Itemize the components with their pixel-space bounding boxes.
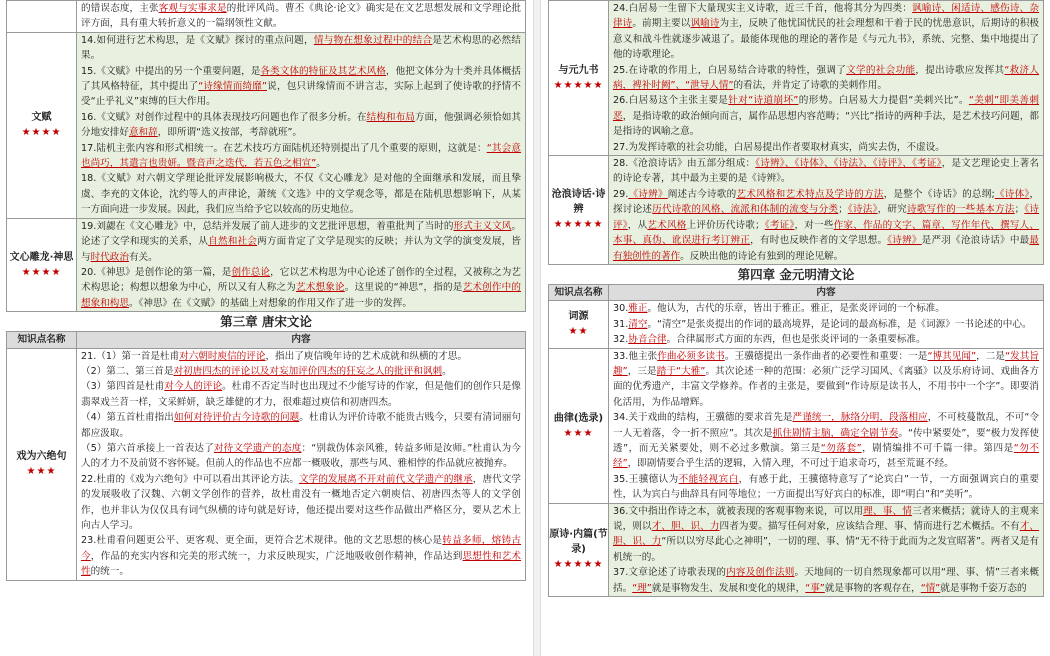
knowledge-point-cell [549,156,609,265]
key-point-highlight: “救济人病，裨补时阙”、“泄导人情” [613,64,1040,92]
paragraph-text: 。 [442,365,452,377]
paragraph-text: 。天地间的一切自然现象都可以用“理、事、情”三者来概括。 [613,567,1039,594]
key-point-highlight: 时代政治 [90,251,129,263]
key-point-highlight: 《诗辨》、《诗体》、《诗法》、《诗评》、《考证》 [755,158,942,170]
key-point-highlight: 《诗体》 [994,188,1030,200]
knowledge-point-title: 戏为六绝句 [16,451,67,463]
importance-stars: ★★★★ [21,127,62,139]
paragraph-text: ，有感于此，王骥德特意写了“论宾白”一节，一方面强调宾白的重要性，认为宾白与曲辞具有同等地位；一方面提出写好宾白的标准，即“明白”和“美听”。 [613,473,1039,501]
chapter4-title: 第四章 金元明清文论 [737,266,855,282]
paragraph-text: “所以以穷尽此心之神明”，一切的理、事、情“无不待于此而为之发宣昭著”。两者又是有机统一的。 [613,536,1039,563]
content-paragraph [613,332,1039,347]
knowledge-point-title: 文心雕龙·神思 [9,251,74,263]
content-paragraph [81,1,521,32]
page-gutter [533,0,541,656]
content-paragraph [613,410,1039,472]
importance-stars: ★★★★★ [553,219,604,231]
key-point-highlight: 才、胆、识、力 [651,521,720,532]
key-point-highlight: 文学的发展离不开对前代文学遗产的继承 [299,473,473,485]
knowledge-point-title: 与元九书 [558,65,599,77]
content-paragraph [81,379,521,410]
key-point-highlight: 理、事、情 [863,505,913,517]
key-point-highlight: 内容及创作法则 [726,567,795,579]
paragraph-text: 36.文中指出作诗之本，就被表现的客观事物来说，可以用 [613,505,864,517]
right-page [548,0,1044,656]
knowledge-point-cell [549,1,609,156]
content-paragraph [81,441,521,472]
paragraph-text: 就是事物的客观存在， [824,582,921,594]
content-cell [609,348,1044,503]
paragraph-text: 两方面肯定了文学是现实的反映；并认为文学的演变发展，皆与 [81,236,522,263]
key-point-highlight: 形式主义文风 [453,220,512,232]
importance-stars: ★★★ [563,427,594,439]
content-cell [77,32,526,218]
content-cell [609,156,1044,265]
paragraph-text: 。“清空”是张炎提出的作词的最高境界，是论词的最高标准，是《词源》一书论述的中心。 [647,318,1032,330]
key-point-highlight: 意和辞 [128,127,158,139]
key-point-highlight: 作家、作品的文字、篇章、写作年代、撰写人、本事、真伪、讹误进行考订辨正 [613,219,1040,247]
paragraph-text: 24.白居易一生留下大量现实主义诗歌，近三千首，他将其分为四类： [613,3,913,14]
table-row [549,301,1044,348]
key-point-highlight: “事” [805,582,825,594]
paragraph-text: 33.他主张 [613,350,658,362]
paragraph-text: ，不可枝蔓散乱，不可“令一人无着落，令一折不照应”。其次是 [613,412,1039,439]
key-point-highlight: 《考证》 [764,219,795,231]
key-point-highlight: “博其见闻” [927,350,977,362]
table-row [7,1,526,33]
paragraph-text: 22.杜甫的《戏为六绝句》中可以看出其评论方法。 [81,473,300,485]
content-cell [77,348,526,580]
paragraph-text: ，二是 [976,350,1006,362]
content-paragraph [81,219,521,265]
key-point-highlight: 最有独创性的著作 [613,235,1040,262]
paragraph-text: 31. [613,318,629,330]
paragraph-text: 阐述古今诗歌的 [667,188,737,200]
key-point-highlight: 结构和布局 [366,111,415,123]
paragraph-text: ，即剧情要合乎生活的逻辑，入情入理，不可过于追求奇巧，甚至荒诞不经。 [627,458,954,470]
paragraph-text: 就是事物千姿万态的 [940,582,1027,594]
paragraph-text: 37.文章论述了诗歌表现的 [613,567,727,579]
paragraph-text: 25.在诗歌的作用上，白居易结合诗歌的特性，强调了 [613,64,847,76]
key-point-highlight: 《诗法》 [847,204,878,216]
key-point-highlight: “理” [632,582,652,594]
key-point-highlight: 对六朝时庾信的评论 [179,350,266,362]
paragraph-text: 23.杜甫看问题更公平、更客观、更全面，更符合艺术规律。他的文艺思想的核心是 [81,535,443,547]
content-paragraph [81,265,521,311]
content-paragraph [81,171,521,217]
paragraph-text: ，他把文体分为十类并具体概括了其风格特征，其中提出了 [81,65,522,93]
paragraph-text: 16.《文赋》对创作过程中的具体表现技巧问题也作了很多分析。在 [81,111,367,123]
key-point-highlight: 对初唐四杰的评论以及对妄加评价四杰的狂妄之人的批评和讽刺 [173,365,443,377]
paragraph-text: 。 [316,158,326,170]
paragraph-text: 。其次论述一种的范围：必须广泛学习国风、《离骚》以及乐府诗词、戏曲各方面的优秀遗产，丰富文学修养。作者的主张是，要做到“作诗原是读书人，不用书中一个字”。即要消化活用，为作品增辉。 [613,365,1039,408]
paragraph-text: ，是文艺理论史上著名的诗论专著，其中最为主要的是《诗辨》。 [613,158,1039,185]
paragraph-text: ，它以艺术构思为中心论述了创作的全过程，又被称之为艺术构思论；构想以想象为中心，所以又有人称之为 [81,266,522,294]
key-point-highlight: 针对“诗道崩坏” [728,95,799,107]
table-row [549,348,1044,503]
knowledge-point-title: 文赋 [31,112,52,124]
paragraph-text: 。论述了文学和现实的关系，从 [81,220,521,248]
paragraph-text: 19.刘勰在《文心雕龙》中，总结并发展了前人进步的文艺批评思想，着重批判了当时的 [81,220,454,232]
knowledge-point-cell [7,218,77,311]
content-paragraph [81,64,521,110]
header-knowledge-point: 知识点名称 [7,332,77,348]
key-point-highlight: 艺术创作中的想象和构思 [81,282,522,309]
content-paragraph [613,63,1039,94]
key-point-highlight: 不能轻视宾白 [678,473,739,485]
paragraph-text: 的批评风尚。曹丕《典论·论文》确实是在文艺思想发展和文学理论批评方面，具有重大转折意义的一篇纲领性文献。 [81,3,521,30]
key-point-highlight: “情” [920,582,941,594]
paragraph-text: ，是指诗歌的政治倾向而言，属作品思想内容范畴；“兴比”指诗的两种手法，是艺术技巧问题，都是指诗的讽喻之意。 [613,110,1039,138]
paragraph-text: 是严羽《沧浪诗话》中最 [921,235,1030,247]
key-point-highlight: “诗缘情而绮靡” [198,81,267,93]
key-point-highlight: 历代诗歌的风格、流派和体制的流变与分类 [652,204,839,216]
content-paragraph [613,565,1039,596]
paragraph-text: 。这里说的“神思”，指的是 [344,282,463,294]
paragraph-text: ，有时也反映作者的文学思想。 [750,235,888,247]
paragraph-text: 有关。 [128,251,158,263]
key-point-highlight: 作曲必须多读书 [657,350,725,362]
importance-stars: ★★★★★ [553,80,604,92]
knowledge-point-cell [549,348,609,503]
key-point-highlight: 艺术想象论 [295,282,345,294]
content-cell [609,1,1044,156]
paragraph-text: 26.白居易这个主张主要是 [613,95,729,107]
key-point-highlight: 转益多师，熔铸古今 [81,535,522,562]
content-cell [609,503,1044,596]
paragraph-text: 30. [613,303,629,315]
paragraph-text: （4）第五首杜甫指出 [81,412,174,424]
key-point-highlight: 创作总论 [231,266,271,278]
key-point-highlight: 踏于“大雅” [656,365,706,377]
paragraph-text: （3）第四首是杜甫 [81,381,165,393]
importance-stars: ★★★★★ [553,559,604,571]
content-paragraph [81,141,521,172]
key-point-highlight: “勿不经” [613,442,1039,470]
table-row [7,32,526,218]
content-paragraph [81,472,521,534]
importance-stars: ★★★★ [21,266,62,278]
paragraph-text: 。杜甫认为评价诗歌不能贵古贱今，只要有清词丽句都应汲取。 [81,412,522,439]
content-paragraph [613,349,1039,411]
paragraph-text: ； [1014,204,1025,216]
paragraph-text: ，唐代文学的发展吸收了汉魏、六朝文学创作的营养，故杜甫没有一概地否定六朝庾信、初唐四杰等人的文学创作，也并非认为仅仅具有词气纵横的诗句就是好诗，他还提出要对这些作品做出严格区分，要从艺术上向古人学习。 [81,473,522,531]
paragraph-text: 。合律属形式方面的东西，但也是张炎评词的一条重要标准。 [666,334,926,346]
left-page [6,0,526,656]
header-content: 内容 [77,332,526,348]
paragraph-text: 29. [613,188,629,200]
paragraph-text: ，作品的充实内容和完美的形式统一，力求反映现实，广泛地吸收创作精神，作品达到 [90,550,463,562]
paragraph-text: ，剧情编排不可千篇一律。第四是 [861,442,1014,454]
content-paragraph [81,364,521,379]
paragraph-text: （5）第六首承接上一首表达了 [81,442,214,454]
paragraph-text: ，三是 [627,365,657,377]
table-header-row [549,284,1044,300]
content-paragraph [613,301,1039,316]
paragraph-text: 32. [613,334,629,346]
table-header-row [7,332,526,348]
paragraph-text: ，即所谓“选义按部，考辞就班”。 [157,127,303,139]
paragraph-text: 17.陆机主张内容和形式相统一。在艺术技巧方面陆机还特别提出了几个重要的原则，这就是： [81,142,487,154]
content-paragraph [613,140,1039,155]
left-bottom-table [6,331,526,581]
key-point-highlight: “勿落套” [820,442,862,454]
key-point-highlight: “其会意也尚巧，其遣言也贵妍。暨音声之迭代，若五色之相宣” [81,142,521,170]
paragraph-text: ，研究 [877,204,907,216]
content-paragraph [613,156,1039,187]
knowledge-point-title: 原诗·内篇(节录) [549,529,608,556]
key-point-highlight: 《诗辨》 [628,188,668,200]
paragraph-text: 。“传中紧要处”，要“极力发挥使透”，而无关紧要处，则不必过多敷演。第三是 [613,427,1039,454]
paragraph-text: 34.关于戏曲的结构，王骥德的要求首先是 [613,412,793,424]
paragraph-text: 的形势。白居易大力提倡“美刺兴比”。 [798,95,969,107]
content-paragraph [613,472,1039,503]
paragraph-text: ，从 [627,219,648,231]
paragraph-text: 15.《文赋》中提出的另一个重要问题，是 [81,65,261,77]
key-point-highlight: 对待文学遗产的态度 [213,442,302,454]
paragraph-text: 。他认为，古代的乐章，皆出于雅正。雅正，是张炎评词的一个标准。 [647,303,945,315]
paragraph-text: 说，包只讲缘情而不讲言志，实际上起到了使诗歌的抒情不受“止乎礼义”束缚的巨大作用。 [81,81,522,108]
table-row [549,1,1044,156]
key-point-highlight: 如何对待评价古今诗歌的问题 [173,412,300,424]
paragraph-text: 27.为发挥诗歌的社会功能，白居易提出作者要取材真实，尚实去伪，不虚设。 [613,141,945,153]
header-content: 内容 [609,284,1044,300]
paragraph-text: 三者来概括；就诗人的主观来说，则以 [613,505,1040,532]
key-point-highlight: 清空 [628,318,648,330]
paragraph-text: 。前期主要以 [632,18,691,30]
table-row [7,348,526,580]
key-point-highlight: 讽喻诗 [690,18,720,30]
paragraph-text: 18.《文赋》对六朝文学理论批评发展影响极大，不仅《文心雕龙》是对他的全面继承和发展，而且挚虞、李充的文体论，沈约等人的声律论，萧统《文选》中的文学观念等，都是在陆机思想影响下，从某一方面向进一步发展。因此，我们应当给予它以较高的历史地位。 [81,173,521,216]
content-paragraph [81,349,521,364]
content-paragraph [613,1,1039,63]
paragraph-text: 。王骥德提出一条作曲者的必要性和重要：一是 [724,350,928,362]
chapter3-title: 第三章 唐宋文论 [220,314,312,330]
paragraph-text: 20.《神思》是创作论的第一篇，是 [81,266,232,278]
paragraph-text: 。《神思》在《文赋》的基础上对想象的作用又作了进一步的发挥。 [128,297,412,309]
key-point-highlight: 协音合律 [628,334,667,346]
key-point-highlight: 自然和社会 [208,236,258,248]
knowledge-point-title: 词源 [568,311,589,323]
key-point-highlight: 各类文体的特征及其艺术风格 [260,65,386,77]
key-point-highlight: 对今人的评论 [164,381,223,393]
content-paragraph [81,410,521,441]
right-bottom-table [548,284,1044,597]
key-point-highlight: 雅正 [628,303,648,315]
paragraph-text: 的错误态度，主张 [81,3,159,14]
content-paragraph [613,187,1039,264]
paragraph-text: 。杜甫不否定当时也出现过不少能写诗的作家，但是他们的创作只是像翡翠戏兰苕一样，文采鲜妍，缺乏雄健的才力，很难超过庾信和初唐四杰。 [81,381,522,408]
knowledge-point-cell [549,503,609,596]
knowledge-point-cell [549,301,609,348]
knowledge-point-cell [7,348,77,580]
knowledge-point-title: 沧浪诗话·诗辨 [551,189,606,216]
header-knowledge-point: 知识点名称 [549,284,609,300]
content-paragraph [613,504,1039,566]
paragraph-text: ：“别裁伪体亲风雅，转益多师是汝师。”杜甫认为今人的才力不及前贤不容怀疑。但前人的作品也不应都一概吸收，那些与风、雅相悖的作品就应被抛弃。 [81,442,521,470]
key-point-highlight: 文学的社会功能 [846,64,916,76]
key-point-highlight: 思想性和艺术性 [81,550,522,578]
key-point-highlight: 艺术风格 [647,219,687,231]
knowledge-point-cell [7,32,77,218]
key-point-highlight: 诗歌写作的一些基本方法 [906,204,1015,216]
paragraph-text: 的统一。 [90,566,129,578]
paragraph-text: ； [838,204,848,216]
content-cell [77,1,526,33]
importance-stars: ★★ [568,326,589,338]
importance-stars: ★★★ [26,466,57,478]
paragraph-text: 28.《沧浪诗话》由五部分组成： [613,158,756,170]
paragraph-text: ，是整个《诗话》的总纲; [883,188,995,200]
key-point-highlight: 《诗辨》 [887,235,922,247]
content-paragraph [613,317,1039,332]
key-point-highlight: 抓住剧情主脑，确定全剧节奏 [772,427,899,439]
content-cell [77,218,526,311]
paragraph-text: ，对一些 [794,219,834,231]
content-paragraph [613,93,1039,139]
key-point-highlight: 《诗评》 [613,204,1040,231]
paragraph-text: 的看法，并肯定了诗歌的美刺作用。 [733,80,887,92]
table-row [549,156,1044,265]
paragraph-text: ，探讨论述 [613,188,1040,216]
paragraph-text: 上评价历代诗歌； [686,219,765,231]
key-point-highlight: 艺术风格和艺术特点及学诗的方法 [736,188,884,200]
key-point-highlight: 严谨统一，脉络分明，段落相应 [792,412,928,424]
key-point-highlight: 讽喻诗、闲适诗、感伤诗、杂律诗 [613,3,1039,30]
key-point-highlight: “发其旨趣” [613,350,1039,377]
knowledge-point-cell [7,1,77,33]
key-point-highlight: 才、胆、识、力 [613,521,1040,548]
content-paragraph [81,110,521,141]
key-point-highlight: 情与物在想象过程中的结合 [313,34,433,46]
knowledge-point-title: 曲律(选录) [553,412,604,424]
table-row [7,218,526,311]
paragraph-text: （2）第二、第三首是 [81,365,174,377]
content-paragraph [81,533,521,579]
content-cell [609,301,1044,348]
paragraph-text: 为主，反映了他忧国忧民的社会理想和干着于民的忧患意识，后期诗的积极意义和战斗性就逐步减退了。最能体现他的理论的著作是《与元九书》，系统、完整、集中地提出了他的诗歌理论。 [613,18,1040,61]
left-top-table [6,0,526,312]
paragraph-text: 四者为要。描写任何对象，应该结合理、事、情而进行艺术概括。不有 [719,521,1020,532]
paragraph-text: 就是事物发生、发展和变化的规律， [651,582,806,594]
paragraph-text: 35.王骥德认为 [613,473,679,485]
key-point-highlight: 客观与实事求是 [158,3,227,14]
paragraph-text: ，指出了庾信晚年诗的艺术成就和纵横的才思。 [265,350,467,362]
key-point-highlight: “美刺”即美善刺恶 [613,95,1039,122]
table-row [549,503,1044,596]
paragraph-text: 14.如何进行艺术构思，是《文赋》探讨的重点问题， [81,34,314,46]
right-top-table [548,0,1044,265]
content-paragraph [81,33,521,64]
paragraph-text: ，提出诗歌应发挥其 [915,64,1005,76]
paragraph-text: 21.（1）第一首是杜甫 [81,350,180,362]
paragraph-text: 方面，他强调必须恰如其分地安排好 [81,111,521,139]
paragraph-text: 是艺术构思的必然结果。 [81,34,522,62]
paragraph-text: 。反映出他的诗论有独到的理论见解。 [680,250,844,262]
